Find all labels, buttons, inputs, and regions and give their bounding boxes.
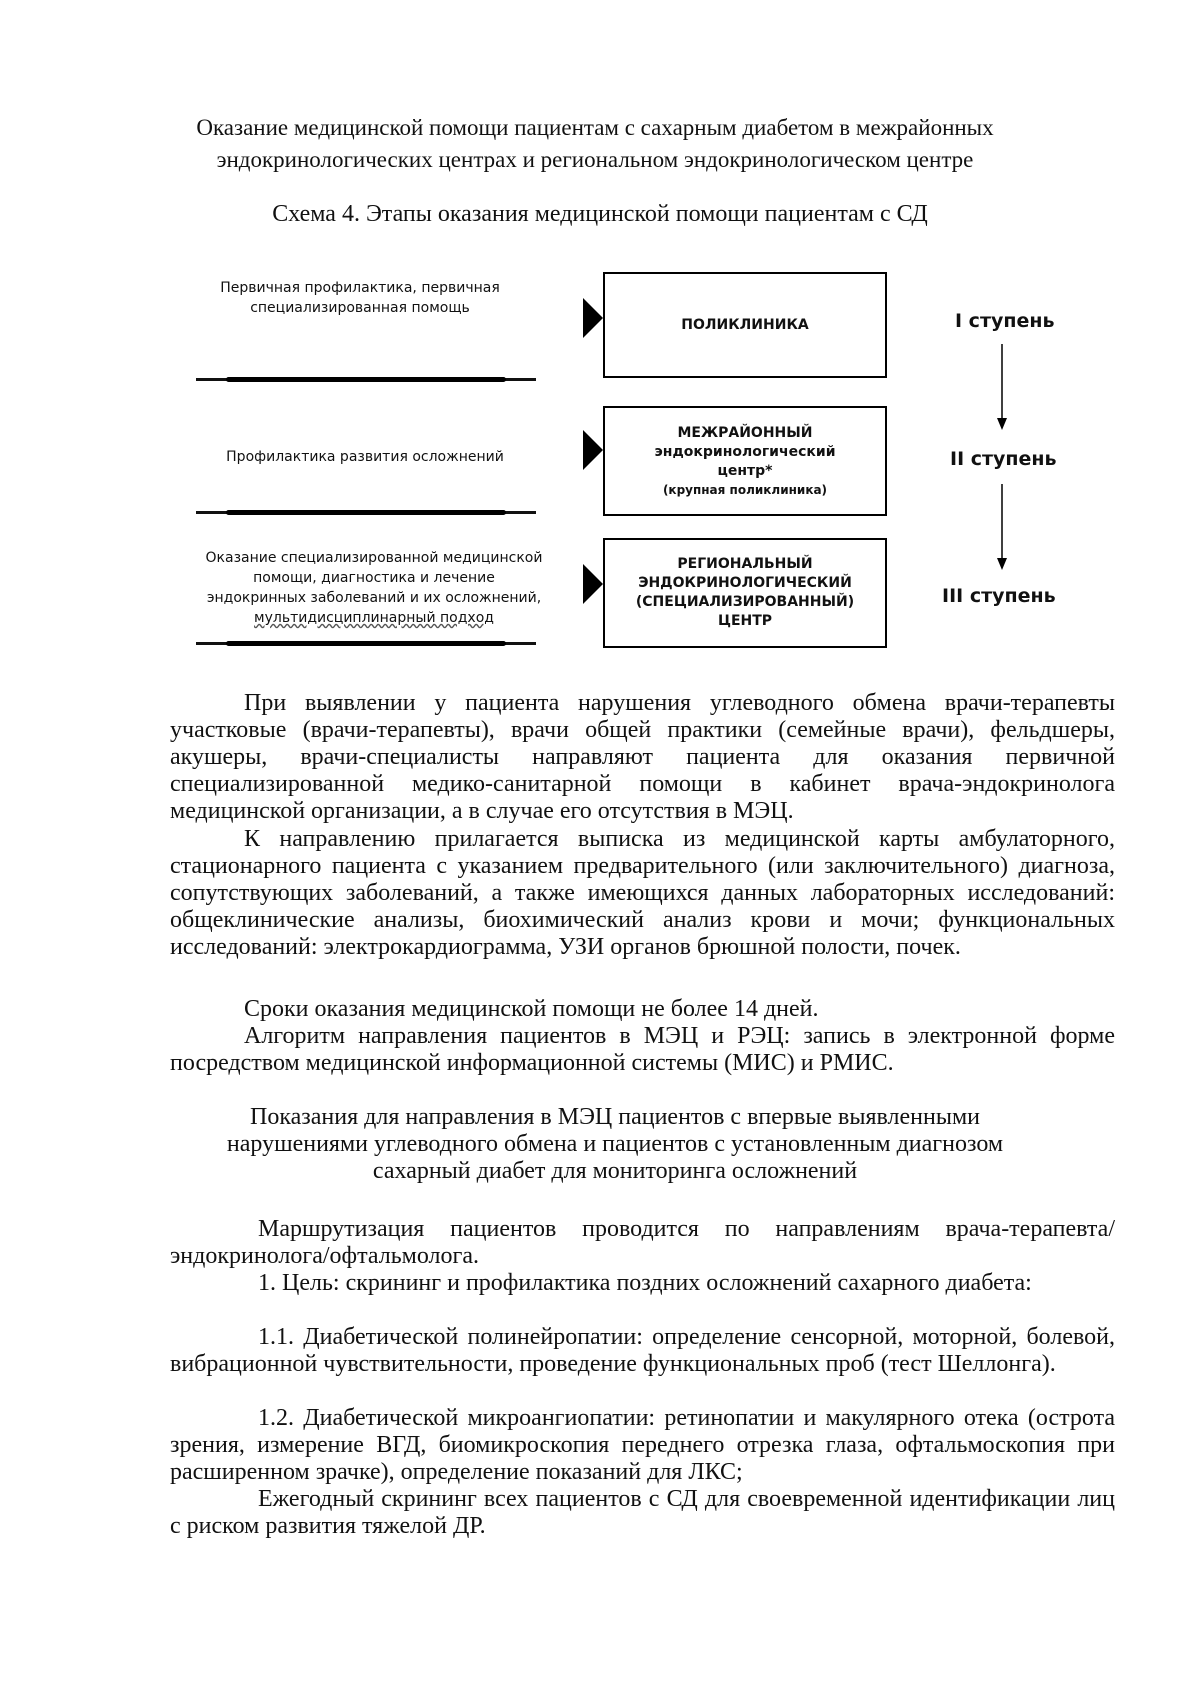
list-item-1-1: 1.1. Диабетической полинейропатии: определение сенсорной, моторной, болевой, вибрационной чувствительности, проведение функциональных проб (тест Шеллонга). [170,1324,1115,1377]
row2-arrow-icon [583,430,603,470]
paragraph-routing: Маршрутизация пациентов проводится по направлениям врача-терапевта/эндокринолога/офтальмолога. [170,1216,1115,1269]
routing-diagram [0,0,1200,700]
paragraph-algorithm: Алгоритм направления пациентов в МЭЦ и РЭЦ: запись в электронной форме посредством медицинской информационной системы (МИС) и РМИС. [170,1023,1115,1076]
list-item-1-2: 1.2. Диабетической микроангиопатии: ретинопатии и макулярного отека (острота зрения, измерение ВГД, биомикроскопия переднего отрезка глаза, офтальмоскопия при расширенном зрачке), определение показаний для ЛКС; [170,1405,1115,1485]
row1-arrow-icon [583,298,603,338]
row2-separator [196,511,536,514]
row3-description: Оказание специализированной медицинской помощи, диагностика и лечение эндокринных заболеваний и их осложнений, мультидисциплинарный подход [205,550,543,626]
box-interdistrict-center: МЕЖРАЙОННЫЙ эндокринологический центр* (крупная поликлиника) [603,406,887,516]
stage-arrow-down-icon [995,344,1009,430]
scheme-caption: Схема 4. Этапы оказания медицинской помощи пациентам с СД [272,201,928,227]
row2-description: Профилактика развития осложнений [226,449,504,465]
box-regional-center: РЕГИОНАЛЬНЫЙ ЭНДОКРИНОЛОГИЧЕСКИЙ (СПЕЦИАЛИЗИРОВАННЫЙ) ЦЕНТР [603,538,887,648]
stage-arrow-down-icon [995,484,1009,570]
title-line-2: эндокринологических центрах и региональном эндокринологическом центре [216,147,974,172]
stage-2-label: II ступень [950,448,1057,470]
title-line-1: Оказание медицинской помощи пациентам с сахарным диабетом в межрайонных [196,115,994,140]
paragraph-annual-screening: Ежегодный скрининг всех пациентов с СД для своевременной идентификации лиц с риском развития тяжелой ДР. [170,1486,1115,1539]
list-item-1: 1. Цель: скрининг и профилактика поздних осложнений сахарного диабета: [258,1270,1032,1296]
section-heading: Показания для направления в МЭЦ пациентов с впервые выявленными нарушениями углеводного обмена и пациентов с установленным диагнозом сахарный диабет для мониторинга осложнений [226,1104,1004,1184]
stage-1-label: I ступень [955,310,1055,332]
paragraph-referral: При выявлении у пациента нарушения углеводного обмена врачи-терапевты участковые (врачи-терапевты), врачи общей практики (семейные врачи), фельдшеры, акушеры, врачи-специалисты направляют пациента для оказания первичной специализированной медико-санитарной помощи в кабинет врача-эндокринолога медицинской организации, а в случае его отсутствия в МЭЦ. [170,690,1115,824]
stage-3-label: III ступень [942,585,1056,607]
box-polyclinic: ПОЛИКЛИНИКА [603,272,887,378]
row3-arrow-icon [583,564,603,604]
row1-description: Первичная профилактика, первичная специализированная помощь [220,280,500,316]
paragraph-attachments: К направлению прилагается выписка из медицинской карты амбулаторного, стационарного пациента с указанием предварительного (или заключительного) диагноза, сопутствующих заболеваний, а также имеющихся данных лабораторных исследований: общеклинические анализы, биохимический анализ крови и мочи; функциональных исследований: электрокардиограмма, УЗИ органов брюшной полости, почек. [170,826,1115,960]
row3-separator [196,642,536,645]
paragraph-terms: Сроки оказания медицинской помощи не более 14 дней. [244,996,819,1022]
row1-separator [196,378,536,381]
